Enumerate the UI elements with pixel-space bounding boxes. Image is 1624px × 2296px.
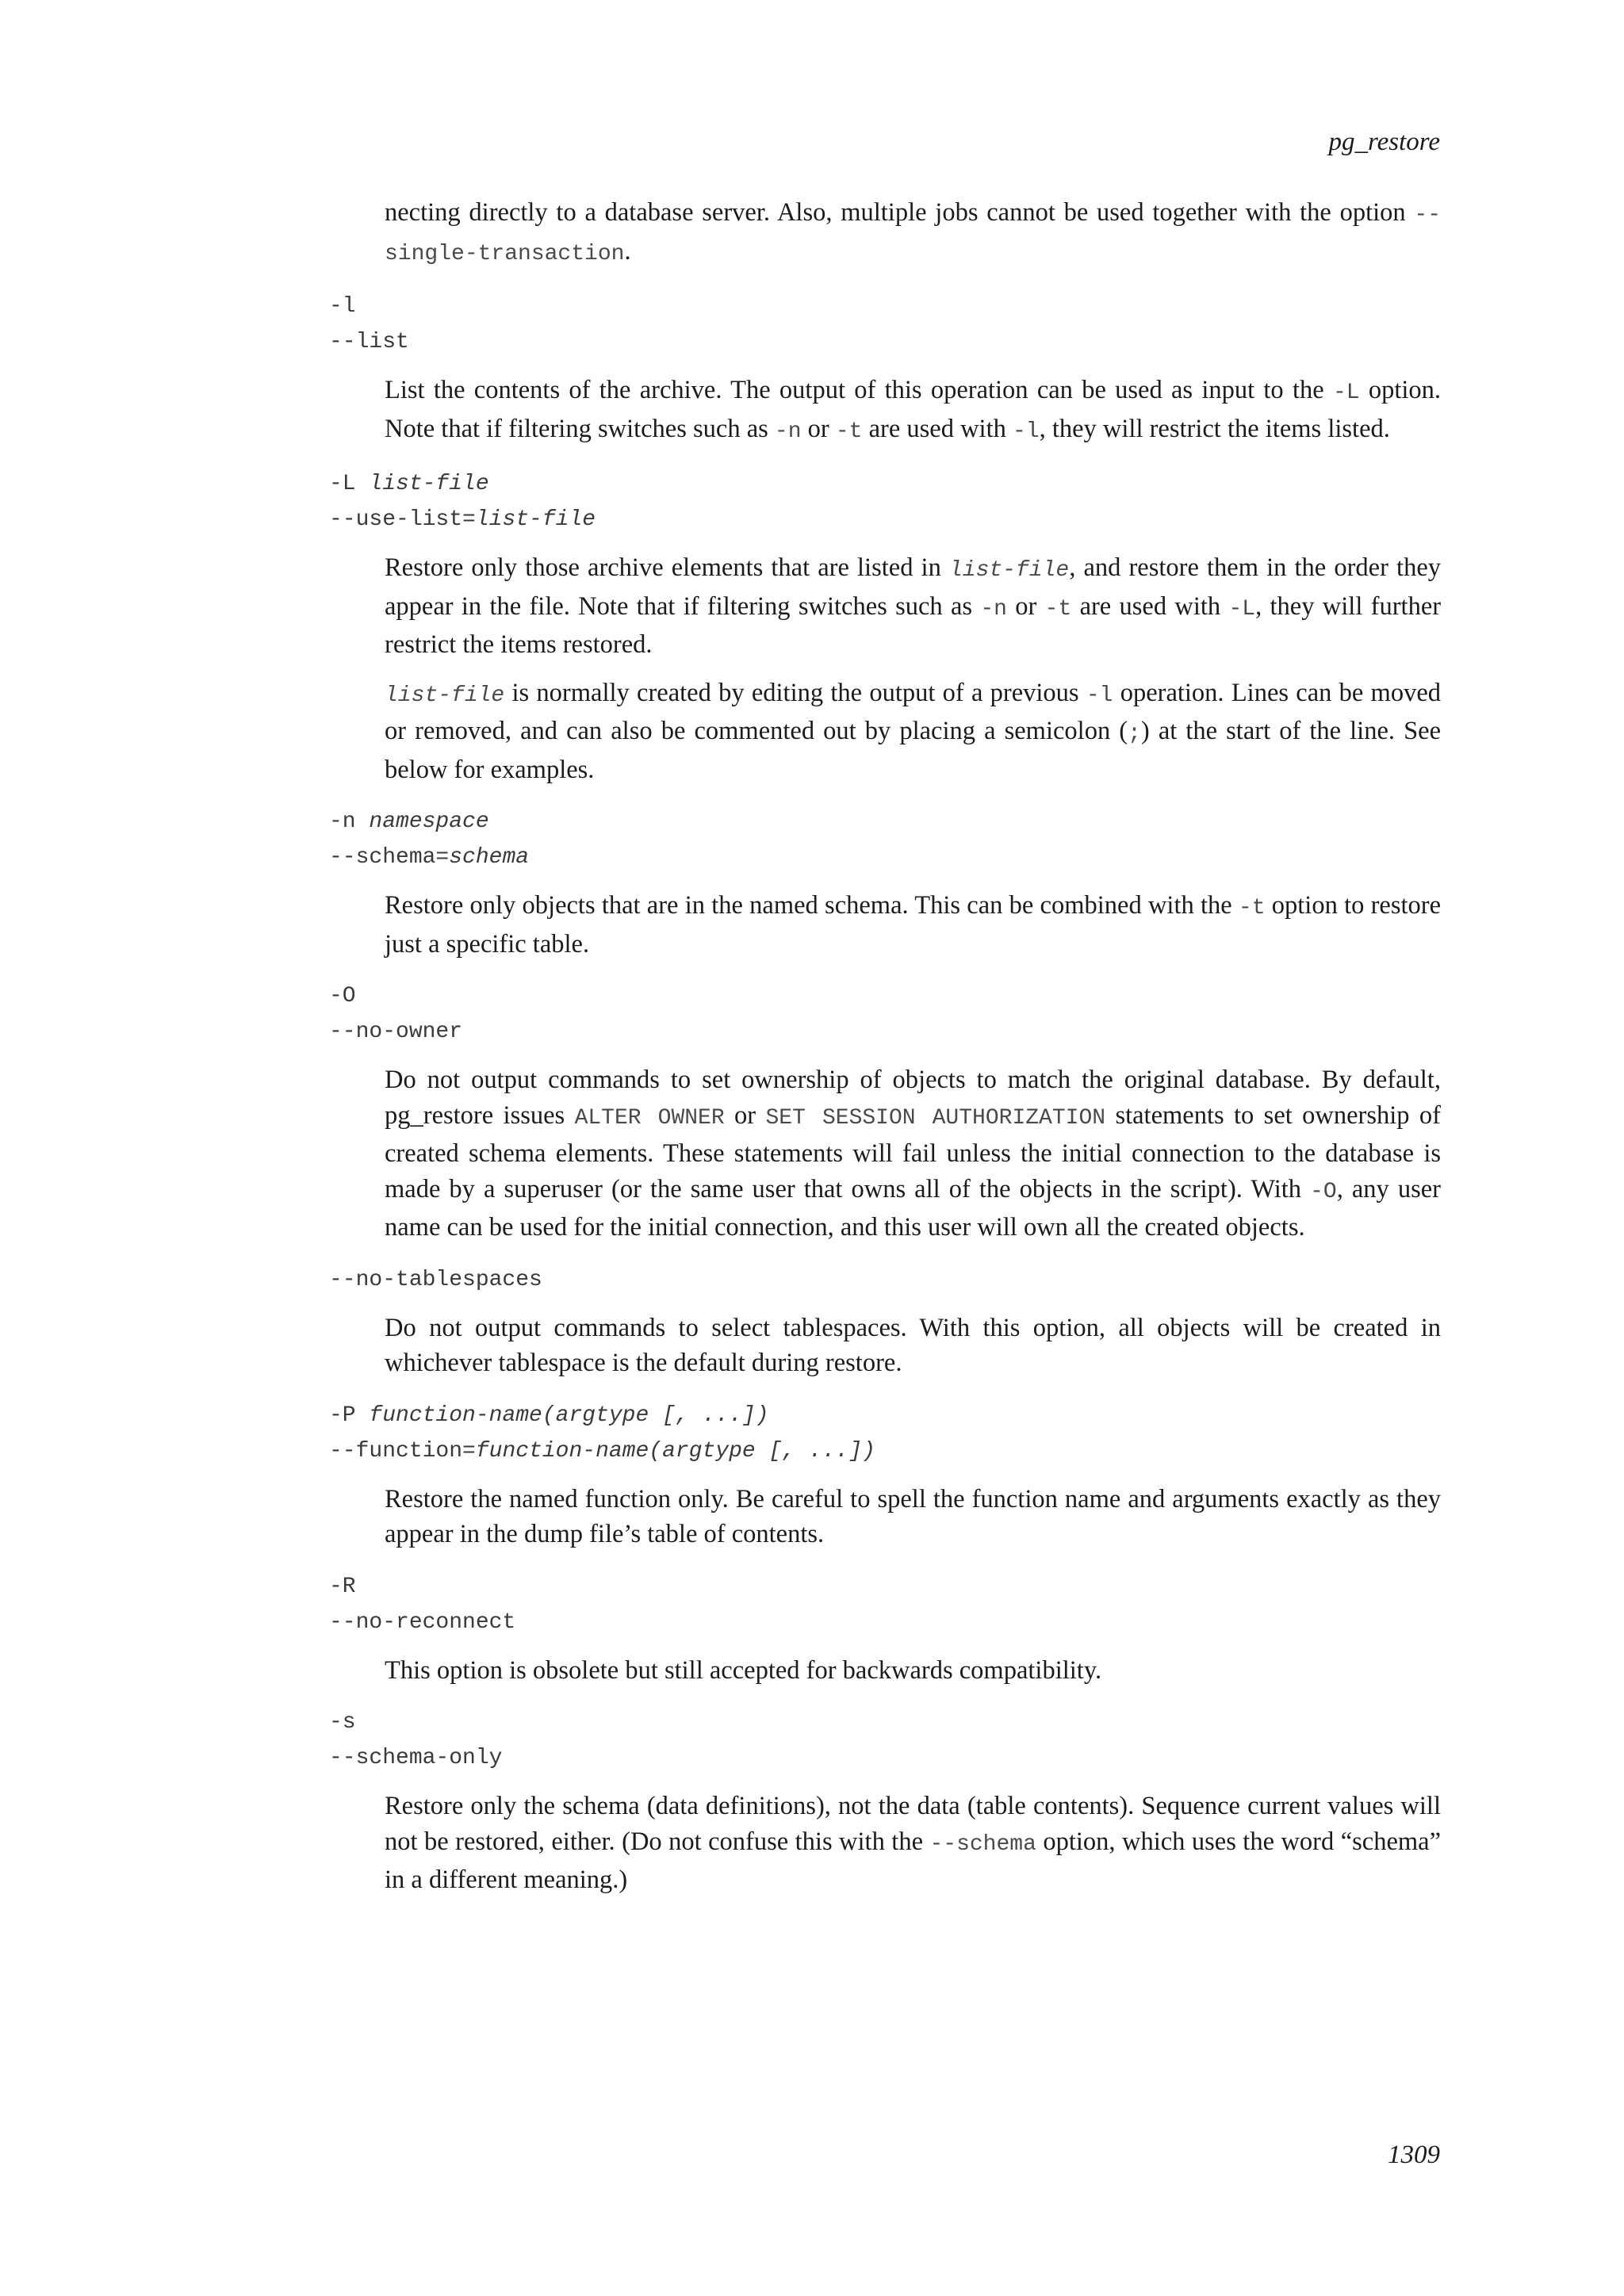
option-description: This option is obsolete but still accepted for backwards compatibility. [385,1655,1102,1685]
page-body [329,195,1441,1898]
inline-code: list-file [385,683,505,708]
text: Restore only the schema (data definitions), not the data (table contents). Sequence current values will not be restored, either. (Do not confuse this with the [385,1792,1441,1856]
text: statements to set ownership of created schema elements. These statements will fail unless the initial connection to the database is made by a superuser (or the same user that owns all of the objects in the script). With [385,1100,1441,1203]
text: Restore only objects that are in the named schema. This can be combined with the [385,891,1232,920]
text: option to restore just a specific table. [385,891,1442,959]
intro-paragraph [385,195,1441,272]
text: are used with [1079,591,1221,621]
text: or [807,414,829,443]
text: List the contents of the archive. The output of this operation can be used as input to the [385,376,1324,404]
option-description [385,550,1441,663]
option-term [329,466,1441,502]
option-term: --no-owner [329,1020,463,1044]
option-arg: function-name(argtype [, ...]) [475,1438,875,1464]
inline-code: ; [1128,721,1141,746]
option-schema [329,804,1441,962]
option-flag: --schema= [329,845,450,870]
option-description [385,1789,1441,1898]
option-description [385,1062,1441,1246]
text: are used with [868,414,1006,443]
option-use-list [329,466,1441,787]
option-arg: list-file [369,472,489,496]
option-term [329,1433,1441,1469]
option-term [329,804,1441,840]
option-schema-only [329,1705,1441,1898]
inline-code: list-file [948,558,1070,583]
inline-code: -n [980,596,1007,622]
option-description [385,675,1441,788]
text: or [734,1100,756,1130]
option-flag: --function= [329,1438,476,1464]
text: option, which uses the word “schema” in a different meaning.) [385,1827,1442,1894]
text: Restore only those archive elements that are listed in [385,553,941,582]
option-no-tablespaces [329,1262,1441,1381]
text: , any user name can be used for the initial connection, and this user will own all the created objects. [385,1174,1441,1242]
intro-text: necting directly to a database server. Also, multiple jobs cannot be used together with the option [385,198,1406,227]
option-flag: -n [329,809,356,834]
option-term: -s [329,1710,356,1735]
option-term: -R [329,1574,356,1599]
inline-code: -O [1310,1179,1337,1204]
option-term [329,502,1441,538]
option-arg: namespace [369,809,489,834]
text: , they will further restrict the items restored. [385,591,1442,659]
text: option. Note that if filtering switches such as [385,376,1442,443]
option-description: Do not output commands to select tablespaces. With this option, all objects will be created in whichever tablespace is the default during restore. [385,1313,1441,1377]
inline-code: -t [835,419,863,444]
option-description: Restore the named function only. Be careful to spell the function name and arguments exactly as they appear in the dump file’s table of contents. [385,1484,1441,1548]
option-arg: function-name(argtype [, ...]) [369,1402,769,1428]
option-description [385,373,1441,450]
option-list [329,289,1441,450]
text: or [1015,591,1037,621]
inline-code: -n [774,419,802,444]
inline-code: -t [1044,596,1072,622]
inline-code: -t [1238,896,1266,920]
option-no-reconnect [329,1569,1441,1689]
inline-code: ALTER OWNER [574,1105,725,1131]
inline-code: -l [1012,419,1040,444]
option-term: -l [329,294,356,319]
inline-code: -l [1086,683,1113,708]
option-flag: -L [329,472,356,496]
option-no-owner [329,978,1441,1246]
intro-end: . [624,236,631,266]
option-term [329,840,1441,875]
text: ) at the start of the line. See below for examples. [385,717,1442,784]
inline-code: -L [1332,381,1360,405]
inline-code: --schema [929,1831,1036,1857]
option-function [329,1398,1441,1552]
text: , and restore them in the order they appear in the file. Note that if filtering switches such as [385,553,1441,621]
option-flag: -P [329,1402,356,1428]
option-flag: --use-list= [329,507,476,532]
inline-code: -L [1228,596,1256,622]
option-arg: list-file [475,507,596,532]
option-arg: schema [449,845,530,870]
text: is normally created by editing the output of a previous [511,678,1079,707]
option-term [329,1398,1441,1433]
option-term: --no-tablespaces [329,1267,542,1292]
option-description [385,888,1441,962]
running-header: pg_restore [1328,128,1440,156]
intro-code: --single-transaction [385,203,1441,266]
inline-code: SET SESSION AUTHORIZATION [765,1105,1106,1131]
option-term: --schema-only [329,1746,503,1770]
text: operation. Lines can be moved or removed, and can also be commented out by placing a semicolon ( [385,678,1442,745]
text: , they will restrict the items listed. [1039,414,1390,443]
text: Do not output commands to set ownership of objects to match the original database. By default, pg_restore issues [385,1066,1441,1130]
option-term: -O [329,984,356,1008]
option-term: --list [329,330,409,354]
page-number: 1309 [1388,2141,1440,2169]
option-term: --no-reconnect [329,1609,516,1635]
